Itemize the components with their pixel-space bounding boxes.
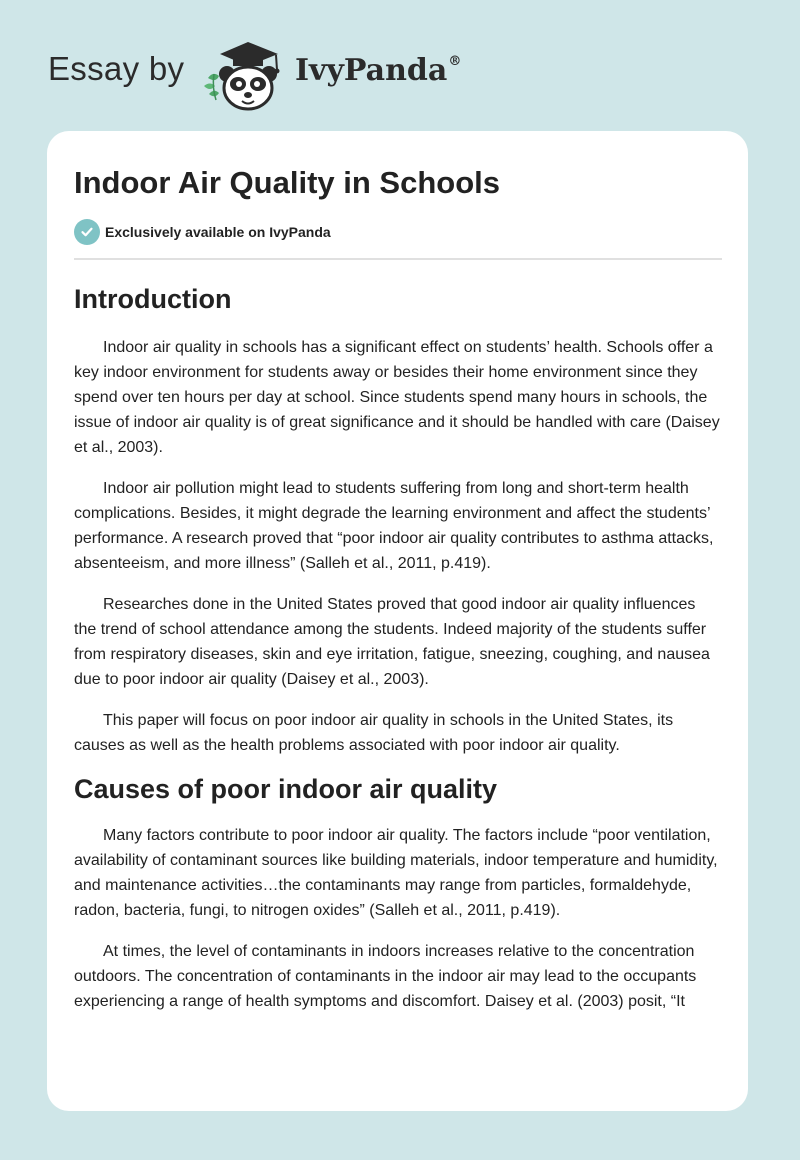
paragraph: Many factors contribute to poor indoor air quality. The factors include “poor ventilation, availability of contaminant sources like building materials, indoor temperature and humidity, and maintenance activities…the contaminants may range from particles, formaldehyde, radon, bacteria, fungi, to nitrogen oxides” (Salleh et al., 2011, p.419). xyxy=(74,827,718,919)
paragraph: Researches done in the United States proved that good indoor air quality influences the trend of school attendance among the students. Indeed majority of the students suffer from respiratory diseases, skin and eye irritation, fatigue, sneezing, coughing, and nausea due to poor indoor air quality (Daisey et al., 2003). xyxy=(74,596,710,688)
essay-card xyxy=(47,131,748,1111)
page-title: Indoor Air Quality in Schools xyxy=(74,165,500,200)
paragraph: At times, the level of contaminants in indoors increases relative to the concentration outdoors. The concentration of contaminants in the indoor air may lead to the occupants experiencing a range of health symptoms and discomfort. Daisey et al. (2003) posit, “It xyxy=(74,943,697,1010)
paragraph: Indoor air quality in schools has a significant effect on students’ health. Schools offer a key indoor environment for students away or besides their home environment since they spend over ten hours per day at school. Since students spend many hours in schools, the issue of indoor air quality is of great significance and it should be handled with care (Daisey et al., 2003). xyxy=(74,339,720,456)
brand-name[interactable] xyxy=(295,53,461,88)
essay-by-label: Essay by xyxy=(48,50,185,87)
check-circle-icon xyxy=(74,219,100,245)
section-heading-introduction: Introduction xyxy=(74,284,232,314)
paragraph: This paper will focus on poor indoor air quality in schools in the United States, its causes as well as the health problems associated with poor indoor air quality. xyxy=(74,712,674,754)
brand-text: IvyPanda xyxy=(295,53,448,88)
exclusive-badge xyxy=(74,219,722,245)
registered-mark: ® xyxy=(448,54,462,69)
panda-graduate-logo-icon[interactable] xyxy=(200,34,292,112)
section-heading-causes: Causes of poor indoor air quality xyxy=(74,774,498,804)
exclusive-badge-label: Exclusively available on IvyPanda xyxy=(105,224,331,240)
site-header xyxy=(0,0,800,120)
paragraph: Indoor air pollution might lead to students suffering from long and short-term health complications. Besides, it might degrade the learning environment and affect the students’ performance. A research proved that “poor indoor air quality contributes to asthma attacks, absenteeism, and more illness” (Salleh et al., 2011, p.419). xyxy=(74,480,714,572)
title-divider xyxy=(74,258,722,260)
